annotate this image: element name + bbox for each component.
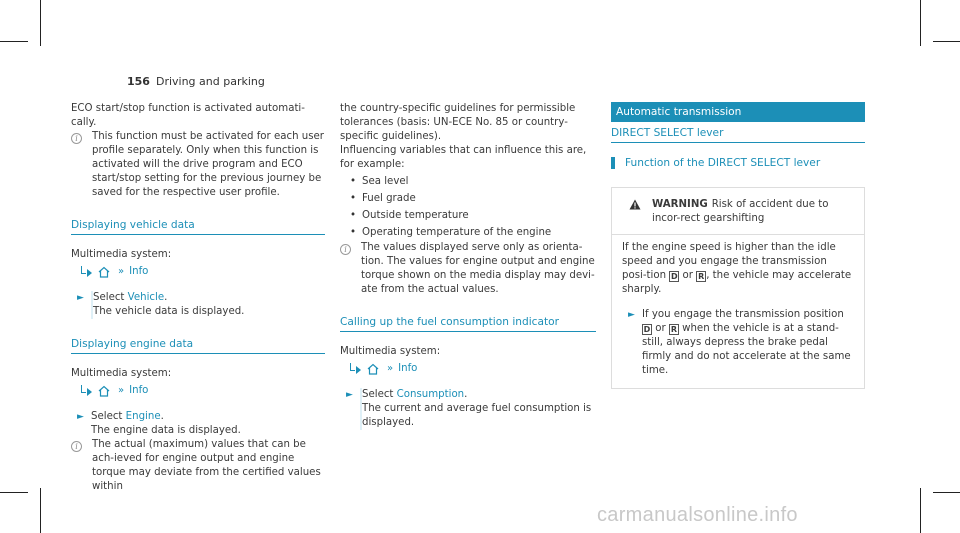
menu-path bbox=[79, 383, 325, 399]
menu-link-vehicle[interactable]: Vehicle bbox=[127, 292, 165, 303]
double-chevron-icon: » bbox=[118, 385, 125, 396]
note-text: The values displayed serve only as orienta-tion. The values for engine output and engine torque shown on the media display may devi-ate from the actual values. bbox=[361, 242, 595, 295]
chapter-title: Driving and parking bbox=[155, 75, 265, 88]
menu-label: Multimedia system: bbox=[340, 346, 441, 357]
gear-r-icon: R bbox=[698, 272, 705, 281]
path-arrow-icon bbox=[79, 385, 93, 397]
menu-item-info[interactable]: Info bbox=[129, 266, 149, 277]
column-2 bbox=[340, 102, 596, 430]
column-3 bbox=[611, 102, 865, 389]
info-icon: i bbox=[340, 243, 356, 254]
gear-d-icon: D bbox=[670, 272, 678, 281]
page-header bbox=[127, 75, 265, 88]
step-item: ► Select Vehicle. The vehicle data is displayed. bbox=[77, 292, 245, 317]
gear-r-icon: R bbox=[670, 325, 677, 334]
home-icon bbox=[98, 266, 110, 278]
home-icon bbox=[367, 363, 379, 375]
menu-link-consumption[interactable]: Consumption bbox=[396, 389, 465, 400]
warning-label: WARNING bbox=[652, 199, 708, 210]
section-title-direct-select: DIRECT SELECT lever bbox=[611, 126, 865, 143]
crop-mark bbox=[920, 0, 921, 46]
warning-heading: Risk of accident due to incor-rect gearshifting bbox=[652, 199, 829, 224]
info-icon: i bbox=[71, 440, 87, 451]
menu-item-info[interactable]: Info bbox=[129, 385, 149, 396]
menu-path bbox=[348, 361, 596, 377]
step-arrow-icon: ► bbox=[77, 412, 84, 422]
section-title-fuel-consumption: Calling up the fuel consumption indicator bbox=[340, 315, 596, 332]
menu-label: Multimedia system: bbox=[71, 249, 172, 260]
section-title-vehicle-data: Displaying vehicle data bbox=[71, 218, 325, 235]
intro-text: ECO start/stop function is activated automati-cally. bbox=[71, 103, 305, 128]
warning-body: If the engine speed is higher than the idle speed and you engage the transmission posi-tion D or R , the vehicle may accelerate sharply. bbox=[622, 242, 852, 295]
crop-mark bbox=[40, 488, 41, 533]
home-icon bbox=[98, 385, 110, 397]
note-text: The actual (maximum) values that can be ach-ieved for engine output and engine torque may deviate from the certified values within bbox=[92, 439, 321, 492]
double-chevron-icon: » bbox=[387, 363, 394, 374]
crop-mark bbox=[933, 492, 960, 493]
warning-header bbox=[628, 198, 854, 226]
double-chevron-icon: » bbox=[118, 266, 125, 277]
divider bbox=[612, 234, 864, 235]
subsection-title: Function of the DIRECT SELECT lever bbox=[611, 156, 865, 170]
column-1 bbox=[71, 102, 325, 494]
info-icon: i bbox=[71, 132, 87, 143]
list-item: • Operating temperature of the engine bbox=[350, 224, 596, 241]
continued-text: the country-specific guidelines for permissible tolerances (basis: UN-ECE No. 85 or country-specific guidelines). bbox=[340, 103, 576, 142]
section-bar bbox=[611, 157, 615, 169]
gear-d-icon: D bbox=[643, 325, 651, 334]
crop-mark bbox=[0, 492, 28, 493]
result-text: The current and average fuel consumption is displayed. bbox=[362, 403, 592, 428]
menu-label: Multimedia system: bbox=[71, 368, 172, 379]
info-note bbox=[71, 438, 325, 494]
step-item: ► If you engage the transmission position D or R when the vehicle is at a stand-still, always depress the brake pedal firmly and do not accelerate at the same time. bbox=[628, 309, 851, 376]
influence-text: Influencing variables that can influence this are, for example: bbox=[340, 145, 587, 170]
result-text: The engine data is displayed. bbox=[91, 425, 241, 436]
warning-box bbox=[611, 187, 865, 389]
crop-mark bbox=[40, 0, 41, 46]
crop-mark bbox=[920, 488, 921, 533]
menu-path bbox=[79, 264, 325, 280]
crop-mark bbox=[0, 41, 28, 42]
list-item: • Fuel grade bbox=[350, 190, 596, 207]
page-number: 156 bbox=[127, 75, 150, 88]
watermark: carmanualsonline.info bbox=[597, 504, 798, 526]
path-arrow-icon bbox=[79, 266, 93, 278]
list-item: • Outside temperature bbox=[350, 207, 596, 224]
menu-item-info[interactable]: Info bbox=[398, 363, 418, 374]
info-note bbox=[71, 130, 325, 200]
step-item: ► Select Engine. The engine data is displayed. bbox=[77, 411, 241, 436]
info-note bbox=[340, 241, 596, 297]
step-arrow-icon: ► bbox=[628, 310, 635, 320]
chapter-band: Automatic transmission bbox=[611, 102, 865, 122]
menu-link-engine[interactable]: Engine bbox=[125, 411, 161, 422]
crop-mark bbox=[933, 41, 960, 42]
step-arrow-icon: ► bbox=[77, 293, 84, 303]
list-item: • Sea level bbox=[350, 173, 596, 190]
path-arrow-icon bbox=[348, 363, 362, 375]
note-text: This function must be activated for each user profile separately. Only when this function is activated will the drive program and ECO start/stop setting for the previous journey be saved for the respective user profile. bbox=[92, 131, 324, 198]
step-arrow-icon: ► bbox=[346, 390, 353, 400]
step-item: ► Select Consumption. The current and average fuel consumption is displayed. bbox=[340, 388, 596, 430]
section-title-engine-data: Displaying engine data bbox=[71, 337, 325, 354]
bullet-list bbox=[350, 173, 596, 241]
warning-triangle-icon bbox=[628, 199, 642, 210]
result-text: The vehicle data is displayed. bbox=[93, 306, 245, 317]
